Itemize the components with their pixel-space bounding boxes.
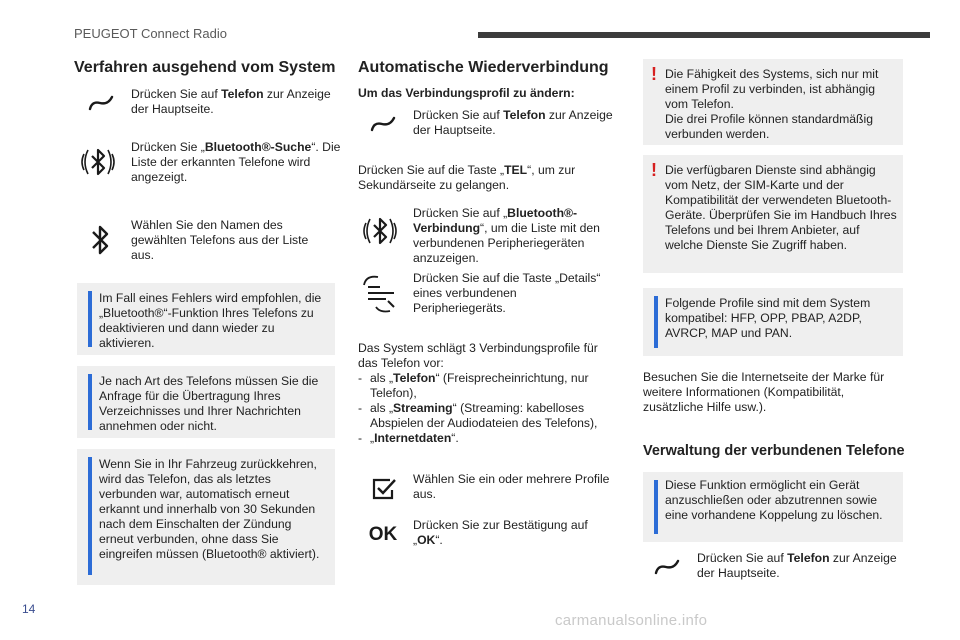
paragraph-website: Besuchen Sie die Internetseite der Marke für weitere Informationen (Kompatibilität, zusätzliche Hilfe usw.). <box>643 370 885 414</box>
phone-handset-icon <box>366 108 400 142</box>
list-item: - „Internetdaten“. <box>358 431 459 445</box>
page-number: 14 <box>22 602 36 616</box>
list-item: - als „Telefon“ (Freisprecheinrichtung, nur Telefon), <box>358 371 589 400</box>
step-phone: Drücken Sie auf Telefon zur Anzeige der Hauptseite. <box>650 551 900 587</box>
details-icon <box>360 271 404 315</box>
warning-box-profile: ! Die Fähigkeit des Systems, sich nur mit einem Profil zu verbinden, ist abhängig vom Telefon. Die drei Profile können standardmäßig verbunden werden. <box>643 59 903 145</box>
bluetooth-icon <box>84 218 118 262</box>
warning-icon: ! <box>651 160 657 180</box>
running-header: PEUGEOT Connect Radio <box>74 26 227 41</box>
bluetooth-search-icon <box>360 206 400 256</box>
subheading-profile: Um das Verbindungsprofil zu ändern: <box>358 86 575 100</box>
info-box-transfer: Je nach Art des Telefons müssen Sie die Anfrage für die Übertragung Ihres Verzeichnisses und Ihrer Nachrichten annehmen oder nicht. <box>77 366 335 438</box>
list-item: - als „Streaming“ (Streaming: kabelloses Abspielen der Audiodateien des Telefons), <box>358 401 598 430</box>
paragraph-tel-key: Drücken Sie auf die Taste „TEL“, um zur Sekundärseite zu gelangen. <box>358 163 576 192</box>
info-box-error: Im Fall eines Fehlers wird empfohlen, die „Bluetooth®“-Funktion Ihres Telefons zu deaktivieren und dann wieder zu aktivieren. <box>77 283 335 355</box>
phone-handset-icon <box>84 87 118 121</box>
step-select-profile: Wählen Sie ein oder mehrere Profile aus. <box>366 472 616 508</box>
paragraph-profiles-intro: Das System schlägt 3 Verbindungsprofile für das Telefon vor: <box>358 341 598 370</box>
header-rule <box>478 32 930 38</box>
step-details: Drücken Sie auf die Taste „Details“ eines verbundenen Peripheriegeräts. <box>360 271 620 321</box>
step-bluetooth-connection: Drücken Sie auf „Bluetooth®-Verbindung“, um die Liste mit den verbundenen Peripheriegeräten anzuzeigen. <box>360 206 620 266</box>
watermark: carmanualsonline.info <box>555 612 708 629</box>
bluetooth-search-icon <box>78 140 118 184</box>
step-bluetooth-search: Drücken Sie „Bluetooth®-Suche“. Die Liste der erkannten Telefone wird angezeigt. <box>78 140 338 190</box>
step-phone: Drücken Sie auf Telefon zur Anzeige der Hauptseite. <box>84 87 334 123</box>
phone-handset-icon <box>650 551 684 585</box>
section-heading-auto-reconnect: Automatische Wiederverbindung <box>358 59 609 76</box>
profile-list <box>358 371 616 446</box>
section-heading-manage-phones: Verwaltung der verbundenen Telefone <box>643 443 905 459</box>
info-box-manage: Diese Funktion ermöglicht ein Gerät anzuschließen oder abzutrennen sowie eine vorhandene Koppelung zu löschen. <box>643 472 903 542</box>
step-select-phone: Wählen Sie den Namen des gewählten Telefons aus der Liste aus. <box>84 218 334 268</box>
checkbox-icon <box>366 472 400 506</box>
section-heading-system: Verfahren ausgehend vom System <box>74 59 336 76</box>
info-box-compatible-profiles: Folgende Profile sind mit dem System kompatibel: HFP, OPP, PBAP, A2DP, AVRCP, MAP und PAN. <box>643 288 903 356</box>
info-box-reconnect: Wenn Sie in Ihr Fahrzeug zurückkehren, wird das Telefon, das als letztes verbunden war, automatisch erneut erkannt und innerhalb von 30 Sekunden nach dem Einschalten der Zündung erneut verbunden, ohne dass Sie eingreifen müssen (Bluetooth® aktiviert). <box>77 449 335 585</box>
ok-icon: OK <box>368 524 398 545</box>
warning-icon: ! <box>651 64 657 84</box>
step-phone: Drücken Sie auf Telefon zur Anzeige der Hauptseite. <box>366 108 616 144</box>
warning-box-services: ! Die verfügbaren Dienste sind abhängig vom Netz, der SIM-Karte und der Kompatibilität der verwendeten Bluetooth-Geräte. Überprüfen Sie im Handbuch Ihres Telefons und bei Ihrem Anbieter, auf welche Dienste Sie Zugriff haben. <box>643 155 903 273</box>
step-confirm-ok: OK Drücken Sie zur Bestätigung auf „OK“. <box>366 518 616 554</box>
